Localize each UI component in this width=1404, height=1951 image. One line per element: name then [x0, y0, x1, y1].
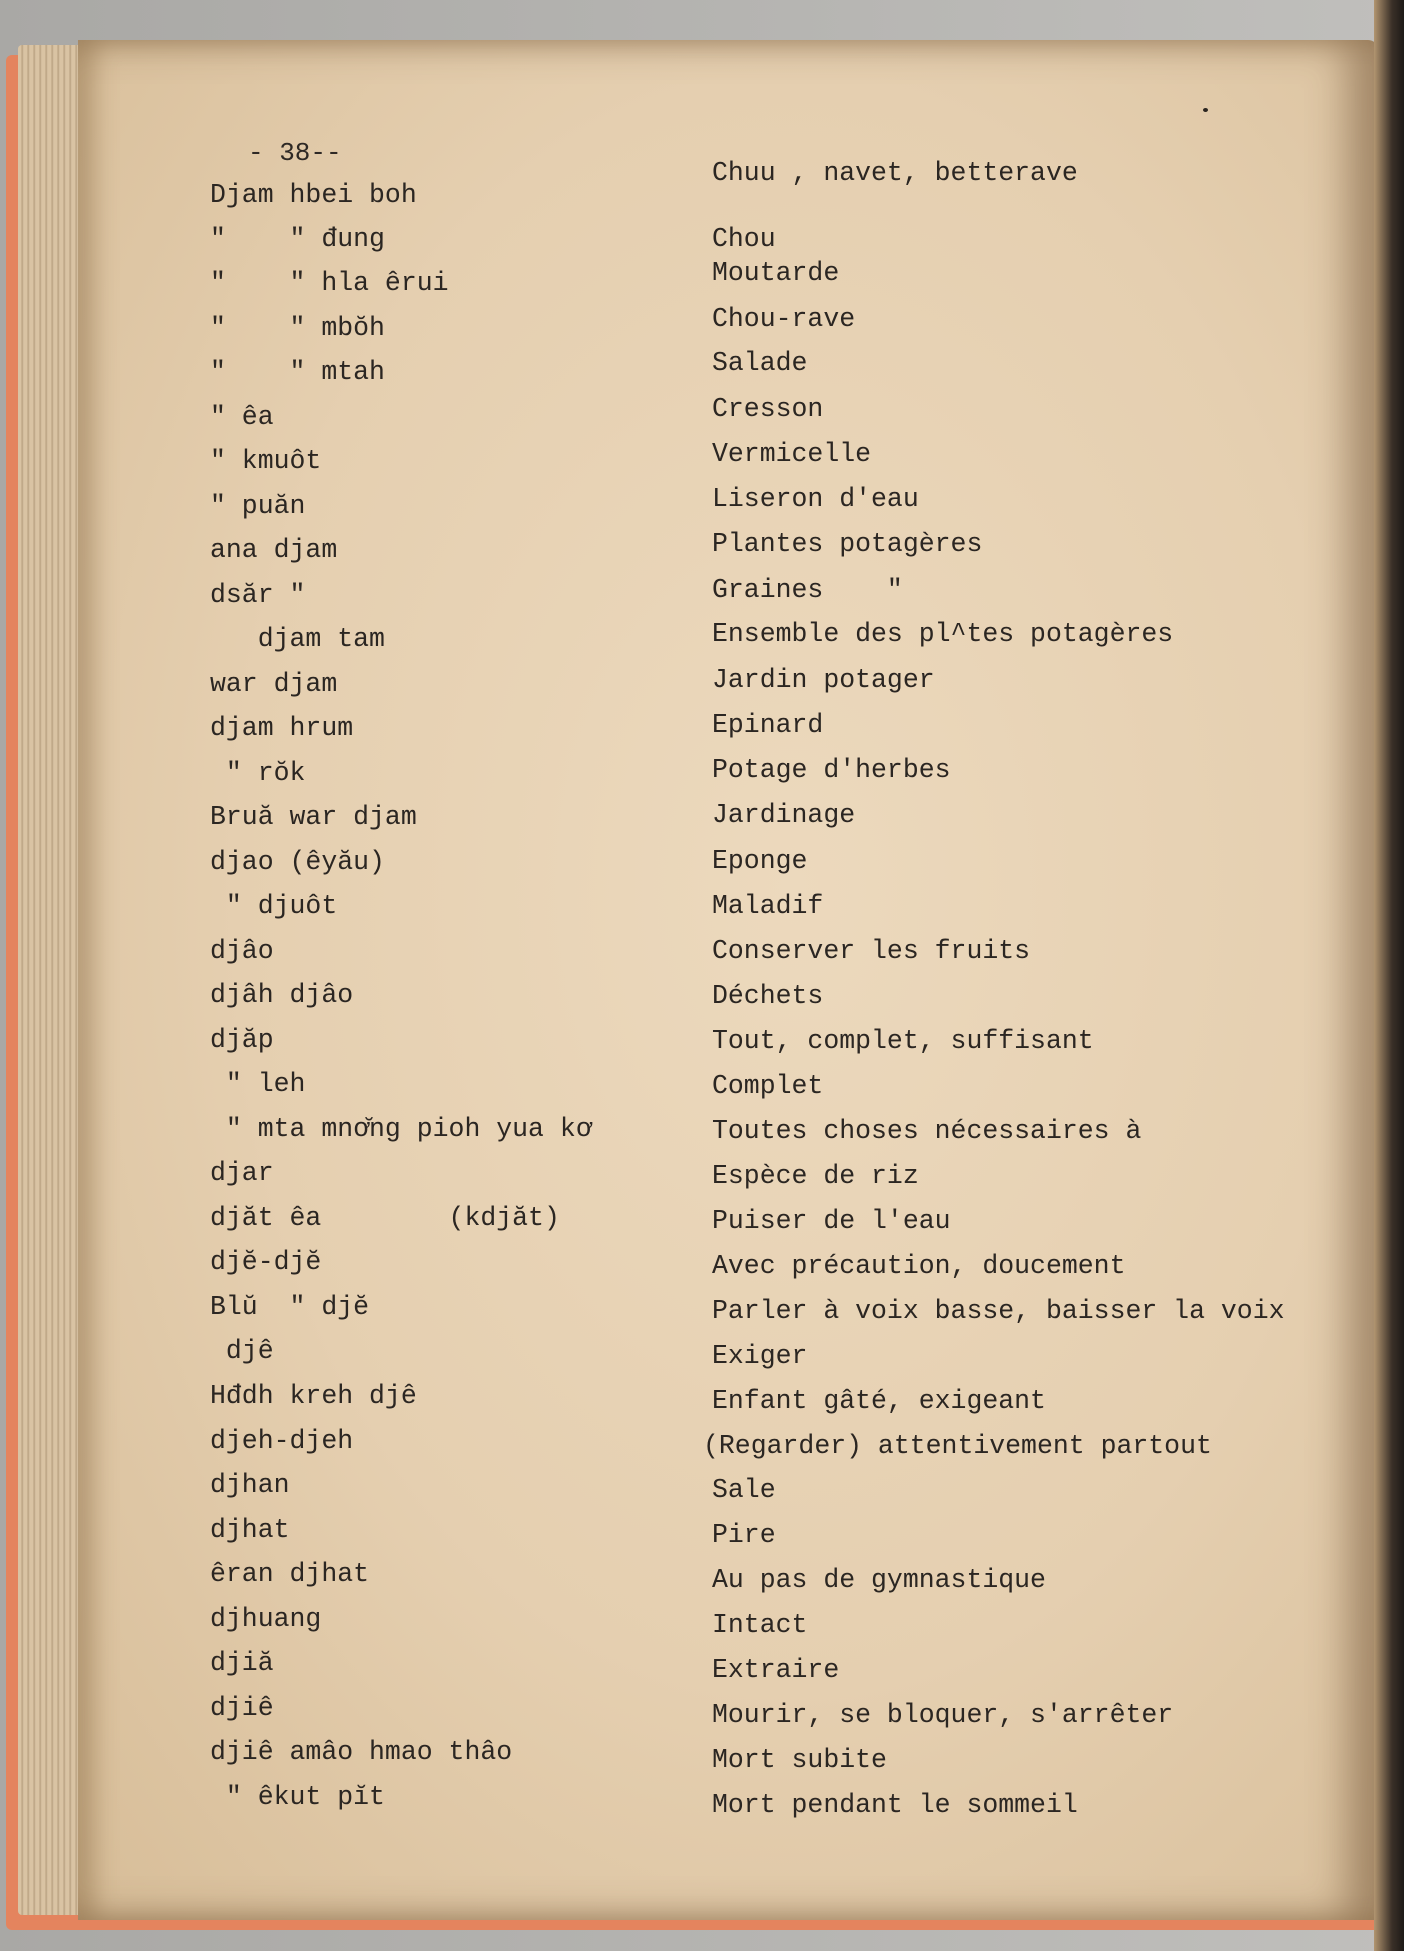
- entry-row: [0, 1646, 1404, 1690]
- entry-term: djhuang: [210, 1604, 322, 1634]
- entry-gloss: Vermicelle: [712, 439, 872, 469]
- entry-gloss: Plantes potagères: [712, 529, 983, 559]
- entry-row: [0, 1602, 1404, 1646]
- page-number: - 38--: [248, 138, 342, 168]
- entry-term: djâh djâo: [210, 980, 354, 1010]
- entry-gloss: Jardin potager: [712, 665, 935, 695]
- entry-gloss: (Regarder) attentivement partout: [703, 1431, 1212, 1461]
- entry-term: dsăr ": [210, 580, 306, 610]
- entry-row: [0, 1780, 1404, 1824]
- entry-gloss: Complet: [712, 1071, 824, 1101]
- entry-row: [0, 889, 1404, 933]
- entry-term: djiă: [210, 1648, 274, 1678]
- entry-term: " djuôt: [210, 891, 338, 921]
- entry-term: djiê amâo hmao thâo: [210, 1737, 513, 1767]
- entry-gloss: Extraire: [712, 1655, 840, 1685]
- entry-row: [0, 845, 1404, 889]
- entry-term: djao (êyău): [210, 847, 385, 877]
- entry-term: djê: [210, 1336, 274, 1366]
- entry-row: [0, 800, 1404, 844]
- entry-row: [0, 1379, 1404, 1423]
- entry-row: [0, 978, 1404, 1022]
- entry-term: djam tam: [210, 624, 385, 654]
- entry-row: [0, 304, 1404, 355]
- entry-row: [0, 1245, 1404, 1289]
- entry-row: [0, 1112, 1404, 1156]
- entry-term: djăt êa (kdjăt): [210, 1203, 560, 1233]
- entry-gloss: Tout, complet, suffisant: [712, 1026, 1094, 1056]
- entry-row: [0, 1468, 1404, 1512]
- entry-row: [0, 484, 1404, 533]
- entry-gloss: Puiser de l'eau: [712, 1206, 951, 1236]
- entry-term: djam hrum: [210, 713, 354, 743]
- entry-gloss: Espèce de riz: [712, 1161, 919, 1191]
- entry-gloss: Moutarde: [712, 258, 840, 288]
- entry-gloss: Parler à voix basse, baisser la voix: [712, 1296, 1285, 1326]
- entry-gloss: Au pas de gymnastique: [712, 1565, 1046, 1595]
- entry-row: [0, 222, 1404, 266]
- entry-gloss: Déchets: [712, 981, 824, 1011]
- entry-gloss: Potage d'herbes: [712, 755, 951, 785]
- entry-gloss: Sale: [712, 1475, 776, 1505]
- entry-row: [0, 1513, 1404, 1557]
- entry-gloss: Maladif: [712, 891, 824, 921]
- entry-term: " leh: [210, 1069, 306, 1099]
- entry-row: [0, 1290, 1404, 1334]
- entry-term: djhat: [210, 1515, 290, 1545]
- entry-gloss: Intact: [712, 1610, 808, 1640]
- entry-term: " kmuôt: [210, 446, 322, 476]
- entry-row: [0, 158, 1404, 222]
- entry-row: [0, 1067, 1404, 1111]
- entry-gloss: Toutes choses nécessaires à: [712, 1116, 1142, 1146]
- entry-gloss: Pire: [712, 1520, 776, 1550]
- entry-term: êran djhat: [210, 1559, 370, 1589]
- entry-row: [0, 439, 1404, 488]
- entry-term: Blŭ " djĕ: [210, 1292, 370, 1322]
- entry-gloss: Chuu , navet, betterave: [712, 158, 1078, 188]
- entry-term: djar: [210, 1158, 274, 1188]
- entry-term: Bruă war djam: [210, 802, 417, 832]
- entry-gloss: Graines ": [712, 575, 903, 605]
- entry-gloss: Enfant gâté, exigeant: [712, 1386, 1046, 1416]
- entry-term: djhan: [210, 1470, 290, 1500]
- entry-row: [0, 1023, 1404, 1067]
- entry-gloss: Exiger: [712, 1341, 808, 1371]
- entry-gloss: Liseron d'eau: [712, 484, 919, 514]
- entry-row: [0, 756, 1404, 800]
- entry-term: Hđdh kreh djê: [210, 1381, 417, 1411]
- entry-gloss: Eponge: [712, 846, 808, 876]
- entry-row: [0, 1156, 1404, 1200]
- entry-row: [0, 1735, 1404, 1779]
- entry-row: [0, 394, 1404, 444]
- entry-gloss: Chou-rave: [712, 304, 856, 334]
- entry-row: [0, 529, 1404, 577]
- entry-row: [0, 348, 1404, 399]
- entry-gloss: Salade: [712, 348, 808, 378]
- entry-gloss: Jardinage: [712, 800, 856, 830]
- entry-term: " " mbŏh: [210, 313, 385, 343]
- entry-term: ana djam: [210, 535, 338, 565]
- entry-row: [0, 1557, 1404, 1601]
- entry-gloss: Epinard: [712, 710, 824, 740]
- entry-gloss: Mort pendant le sommeil: [712, 1790, 1078, 1820]
- entry-row: [0, 258, 1404, 310]
- entry-row: [0, 667, 1404, 711]
- entry-term: djĕ-djĕ: [210, 1247, 322, 1277]
- entry-row: [0, 711, 1404, 755]
- entry-term: djăp: [210, 1025, 274, 1055]
- entry-term: djeh-djeh: [210, 1426, 354, 1456]
- entry-term: war djam: [210, 669, 338, 699]
- entry-term: " êa: [210, 402, 274, 432]
- entry-row: [0, 1424, 1404, 1468]
- entry-term: " êkut pĭt: [210, 1782, 385, 1812]
- entry-term: djâo: [210, 936, 274, 966]
- entry-gloss: Ensemble des pl^tes potagères: [712, 619, 1174, 649]
- entry-row: [0, 619, 1404, 666]
- entry-term: " puăn: [210, 491, 306, 521]
- entry-term: Djam hbei boh: [210, 180, 417, 210]
- entry-term: " " hla êrui: [210, 268, 449, 298]
- entry-term: " rŏk: [210, 758, 306, 788]
- entry-row: [0, 575, 1404, 622]
- entry-row: [0, 934, 1404, 978]
- entry-term: " " mtah: [210, 357, 385, 387]
- entry-gloss: Chou: [712, 224, 776, 254]
- entry-row: [0, 1201, 1404, 1245]
- entry-term: djiê: [210, 1693, 274, 1723]
- entry-row: [0, 1691, 1404, 1735]
- entry-gloss: Conserver les fruits: [712, 936, 1031, 966]
- entry-gloss: Avec précaution, doucement: [712, 1251, 1126, 1281]
- entry-gloss: Mourir, se bloquer, s'arrêter: [712, 1700, 1174, 1730]
- entry-term: " " đung: [210, 224, 385, 254]
- entry-row: [0, 1334, 1404, 1378]
- entry-term: " mta mnơ̆ng pioh yua kơ: [210, 1114, 592, 1144]
- entry-gloss: Cresson: [712, 394, 824, 424]
- entry-gloss: Mort subite: [712, 1745, 887, 1775]
